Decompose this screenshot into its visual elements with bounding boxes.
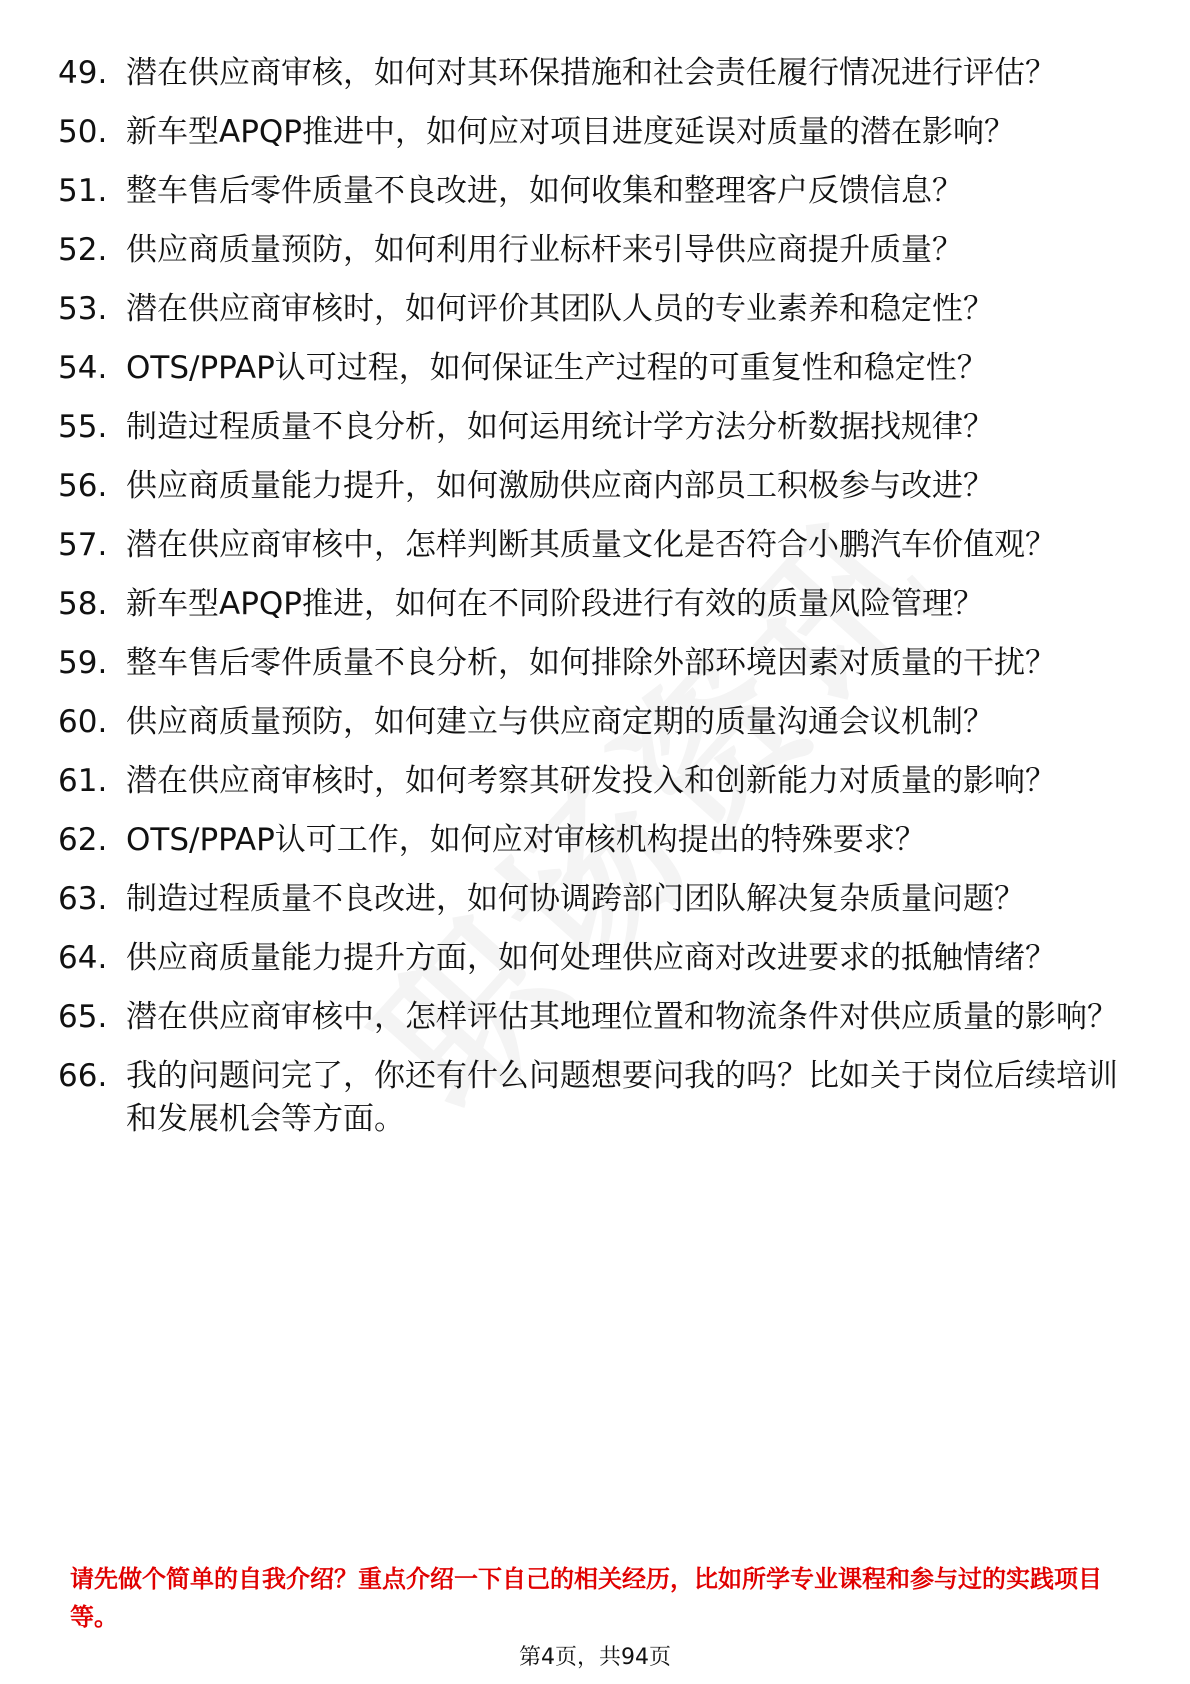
question-number: 64.	[58, 940, 108, 976]
self-intro-tip: 请先做个简单的自我介绍？重点介绍一下自己的相关经历，比如所学专业课程和参与过的实践项目等。	[70, 1565, 1102, 1631]
list-item	[58, 406, 1118, 449]
list-item	[58, 583, 1118, 626]
question-text: 供应商质量预防，如何建立与供应商定期的质量沟通会议机制？	[126, 704, 994, 740]
question-text: 潜在供应商审核中，怎样评估其地理位置和物流条件对供应质量的影响？	[126, 999, 1118, 1035]
question-text: 整车售后零件质量不良分析，如何排除外部环境因素对质量的干扰？	[126, 645, 1056, 681]
question-text: 潜在供应商审核时，如何评价其团队人员的专业素养和稳定性？	[126, 291, 994, 327]
question-number: 62.	[58, 822, 108, 858]
question-text: 我的问题问完了，你还有什么问题想要问我的吗？比如关于岗位后续培训和发展机会等方面。	[126, 1058, 1118, 1137]
list-item	[58, 937, 1118, 980]
list-item	[58, 111, 1118, 154]
question-number: 63.	[58, 881, 108, 917]
list-item	[58, 996, 1118, 1039]
question-text: 供应商质量能力提升方面，如何处理供应商对改进要求的抵触情绪？	[126, 940, 1056, 976]
question-text: 新车型APQP推进，如何在不同阶段进行有效的质量风险管理？	[126, 586, 984, 622]
list-item	[58, 760, 1118, 803]
list-item	[58, 878, 1118, 921]
question-text: 制造过程质量不良分析，如何运用统计学方法分析数据找规律？	[126, 409, 994, 445]
question-text: 制造过程质量不良改进，如何协调跨部门团队解决复杂质量问题？	[126, 881, 1025, 917]
question-number: 56.	[58, 468, 108, 504]
question-number: 52.	[58, 232, 108, 268]
question-number: 57.	[58, 527, 108, 563]
question-number: 49.	[58, 55, 108, 91]
question-number: 59.	[58, 645, 108, 681]
list-item	[58, 819, 1118, 862]
question-number: 66.	[58, 1058, 108, 1094]
question-text: OTS/PPAP认可工作，如何应对审核机构提出的特殊要求？	[126, 822, 926, 858]
list-item	[58, 465, 1118, 508]
question-number: 58.	[58, 586, 108, 622]
question-number: 55.	[58, 409, 108, 445]
question-text: OTS/PPAP认可过程，如何保证生产过程的可重复性和稳定性？	[126, 350, 988, 386]
question-text: 潜在供应商审核时，如何考察其研发投入和创新能力对质量的影响？	[126, 763, 1056, 799]
question-text: 供应商质量能力提升，如何激励供应商内部员工积极参与改进？	[126, 468, 994, 504]
question-number: 51.	[58, 173, 108, 209]
question-text: 整车售后零件质量不良改进，如何收集和整理客户反馈信息？	[126, 173, 963, 209]
question-text: 潜在供应商审核，如何对其环保措施和社会责任履行情况进行评估？	[126, 55, 1056, 91]
list-item	[58, 1055, 1118, 1141]
question-number: 54.	[58, 350, 108, 386]
question-text: 新车型APQP推进中，如何应对项目进度延误对质量的潜在影响？	[126, 114, 1015, 150]
list-item	[58, 347, 1118, 390]
question-number: 65.	[58, 999, 108, 1035]
question-number: 53.	[58, 291, 108, 327]
question-text: 潜在供应商审核中，怎样判断其质量文化是否符合小鹏汽车价值观？	[126, 527, 1056, 563]
question-list	[58, 52, 1118, 1157]
question-number: 60.	[58, 704, 108, 740]
list-item	[58, 52, 1118, 95]
question-number: 50.	[58, 114, 108, 150]
question-number: 61.	[58, 763, 108, 799]
page-number: 第4页，共94页	[519, 1645, 671, 1670]
list-item	[58, 701, 1118, 744]
list-item	[58, 642, 1118, 685]
list-item	[58, 170, 1118, 213]
list-item	[58, 524, 1118, 567]
list-item	[58, 229, 1118, 272]
list-item	[58, 288, 1118, 331]
question-text: 供应商质量预防，如何利用行业标杆来引导供应商提升质量？	[126, 232, 963, 268]
